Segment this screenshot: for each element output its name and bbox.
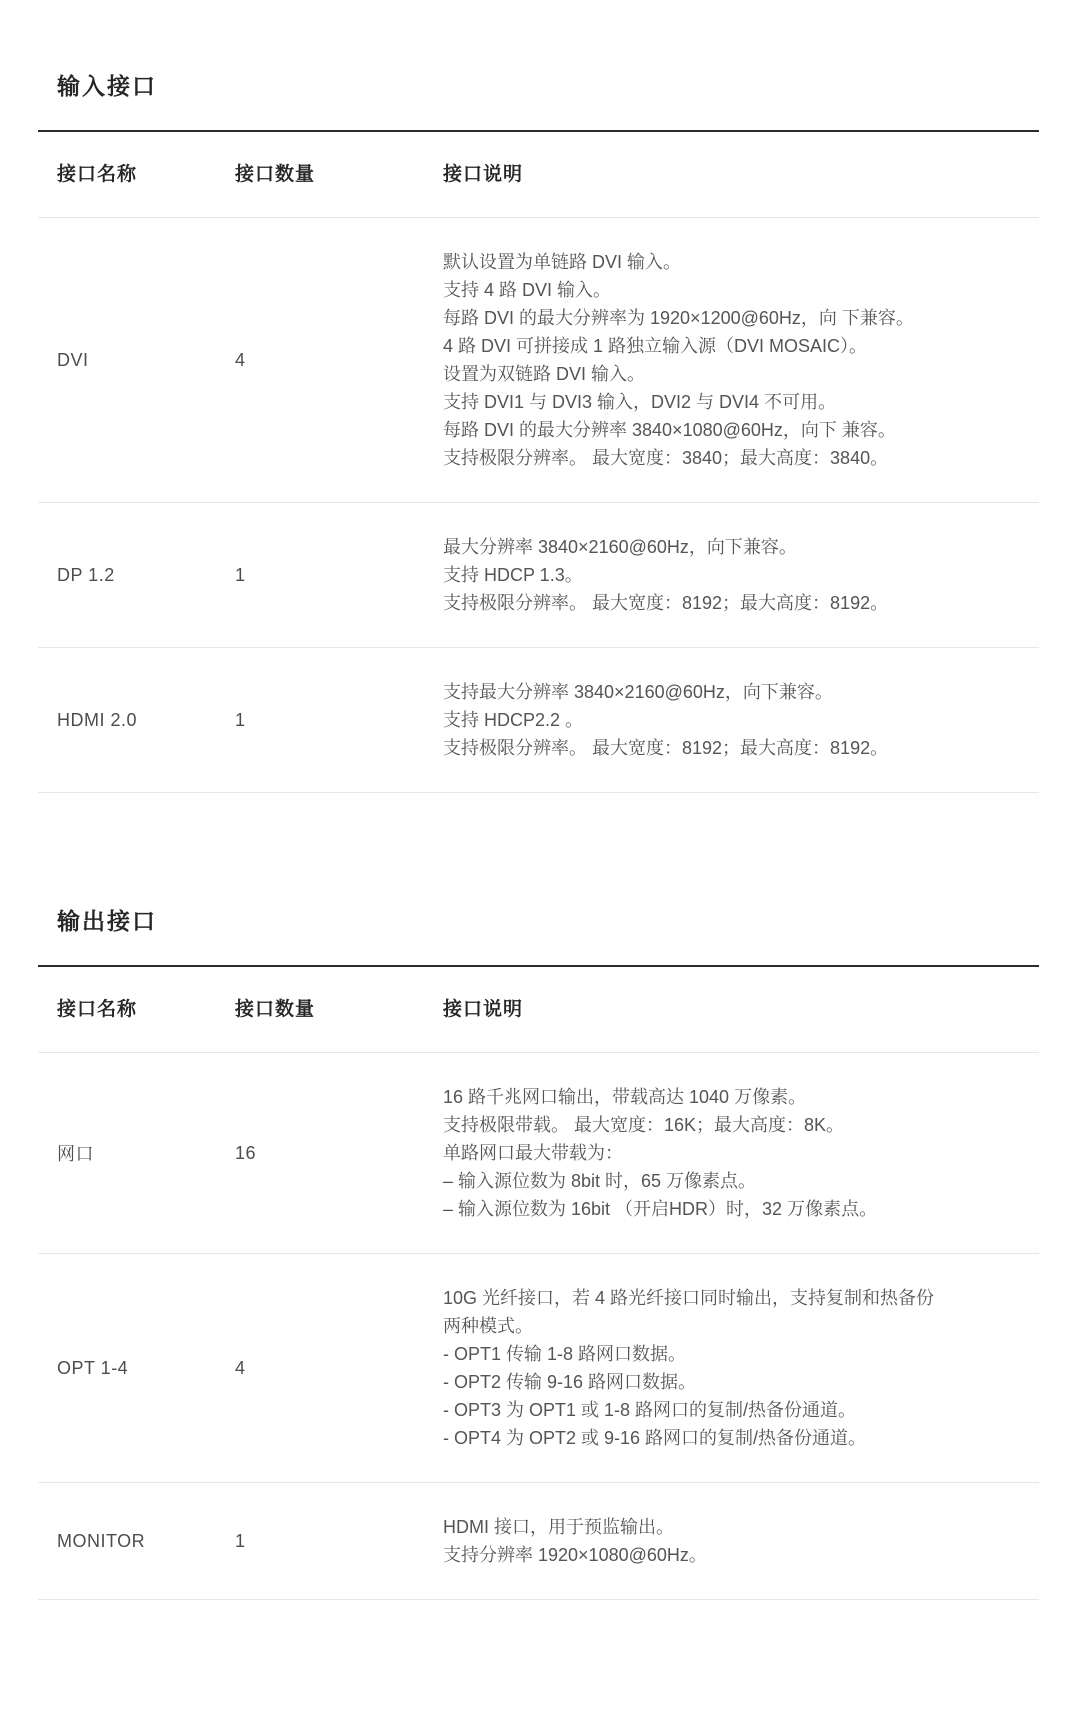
output-interfaces-table xyxy=(38,965,1039,1600)
desc-line: 支持极限分辨率。 最大宽度：8192；最大高度：8192。 xyxy=(443,593,889,613)
interface-desc xyxy=(443,1284,1039,1452)
desc-line: 16 路千兆网口输出，带载高达 1040 万像素。 xyxy=(443,1087,807,1107)
interface-desc xyxy=(443,533,1039,617)
desc-line: 支持 HDCP 1.3。 xyxy=(443,565,583,585)
column-header-interface-desc: 接口说明 xyxy=(443,999,524,1020)
column-header-interface-name: 接口名称 xyxy=(57,999,138,1020)
interface-qty: 1 xyxy=(235,1530,246,1551)
table-row-opt xyxy=(38,1253,1039,1482)
desc-line: 支持 DVI1 与 DVI3 输入，DVI2 与 DVI4 不可用。 xyxy=(443,392,837,412)
desc-line: 支持 HDCP2.2 。 xyxy=(443,710,584,730)
desc-line: 最大分辨率 3840×2160@60Hz，向下兼容。 xyxy=(443,537,797,557)
desc-line: – 输入源位数为 8bit 时，65 万像素点。 xyxy=(443,1171,757,1191)
desc-line: - OPT1 传输 1-8 路网口数据。 xyxy=(443,1344,687,1364)
desc-line: 支持分辨率 1920×1080@60Hz。 xyxy=(443,1545,707,1565)
interface-name: DVI xyxy=(57,349,89,370)
table-header-row xyxy=(38,132,1039,218)
desc-line: - OPT3 为 OPT1 或 1-8 路网口的复制/热备份通道。 xyxy=(443,1400,857,1420)
table-row-dp12 xyxy=(38,502,1039,647)
desc-line: 每路 DVI 的最大分辨率为 1920×1200@60Hz，向 下兼容。 xyxy=(443,308,914,328)
desc-line: 默认设置为单链路 DVI 输入。 xyxy=(443,252,682,272)
table-row-dvi xyxy=(38,218,1039,502)
interface-desc xyxy=(443,248,1039,472)
desc-line: 支持极限分辨率。 最大宽度：8192；最大高度：8192。 xyxy=(443,738,889,758)
desc-line: 每路 DVI 的最大分辨率 3840×1080@60Hz，向下 兼容。 xyxy=(443,420,896,440)
column-header-interface-qty: 接口数量 xyxy=(235,999,316,1020)
interface-qty: 4 xyxy=(235,349,246,370)
interface-qty: 4 xyxy=(235,1357,246,1378)
desc-line: - OPT2 传输 9-16 路网口数据。 xyxy=(443,1372,697,1392)
input-interfaces-table xyxy=(38,130,1039,793)
table-row-monitor xyxy=(38,1482,1039,1599)
desc-line: 设置为双链路 DVI 输入。 xyxy=(443,364,646,384)
desc-line: HDMI 接口，用于预监输出。 xyxy=(443,1517,674,1537)
interface-name: DP 1.2 xyxy=(57,564,115,585)
table-row-hdmi20 xyxy=(38,647,1039,792)
desc-line: 单路网口最大带载为： xyxy=(443,1143,623,1163)
interface-desc xyxy=(443,1083,1039,1223)
interface-name: MONITOR xyxy=(57,1530,146,1551)
output-interfaces-section xyxy=(38,905,1039,1600)
desc-line: 支持 4 路 DVI 输入。 xyxy=(443,280,612,300)
interface-qty: 1 xyxy=(235,709,246,730)
section-title-input: 输入接口 xyxy=(57,73,157,99)
desc-line: 支持极限分辨率。 最大宽度：3840；最大高度：3840。 xyxy=(443,448,889,468)
desc-line: 10G 光纤接口，若 4 路光纤接口同时输出，支持复制和热备份 xyxy=(443,1288,935,1308)
interface-qty: 16 xyxy=(235,1142,257,1163)
desc-line: 两种模式。 xyxy=(443,1316,533,1336)
desc-line: - OPT4 为 OPT2 或 9-16 路网口的复制/热备份通道。 xyxy=(443,1428,867,1448)
input-interfaces-section xyxy=(38,70,1039,793)
interface-desc xyxy=(443,678,1039,762)
table-row-ethernet xyxy=(38,1053,1039,1253)
interface-qty: 1 xyxy=(235,564,246,585)
section-title-output: 输出接口 xyxy=(57,908,157,934)
interface-desc xyxy=(443,1513,1039,1569)
desc-line: 支持极限带载。 最大宽度：16K；最大高度：8K。 xyxy=(443,1115,845,1135)
interface-name: OPT 1-4 xyxy=(57,1357,129,1378)
desc-line: 支持最大分辨率 3840×2160@60Hz，向下兼容。 xyxy=(443,682,833,702)
table-header-row xyxy=(38,967,1039,1053)
column-header-interface-qty: 接口数量 xyxy=(235,164,316,185)
desc-line: 4 路 DVI 可拼接成 1 路独立输入源（DVI MOSAIC）。 xyxy=(443,336,868,356)
desc-line: – 输入源位数为 16bit （开启HDR）时，32 万像素点。 xyxy=(443,1199,878,1219)
interface-name: 网口 xyxy=(57,1144,94,1164)
column-header-interface-desc: 接口说明 xyxy=(443,164,524,185)
column-header-interface-name: 接口名称 xyxy=(57,164,138,185)
interface-name: HDMI 2.0 xyxy=(57,709,138,730)
